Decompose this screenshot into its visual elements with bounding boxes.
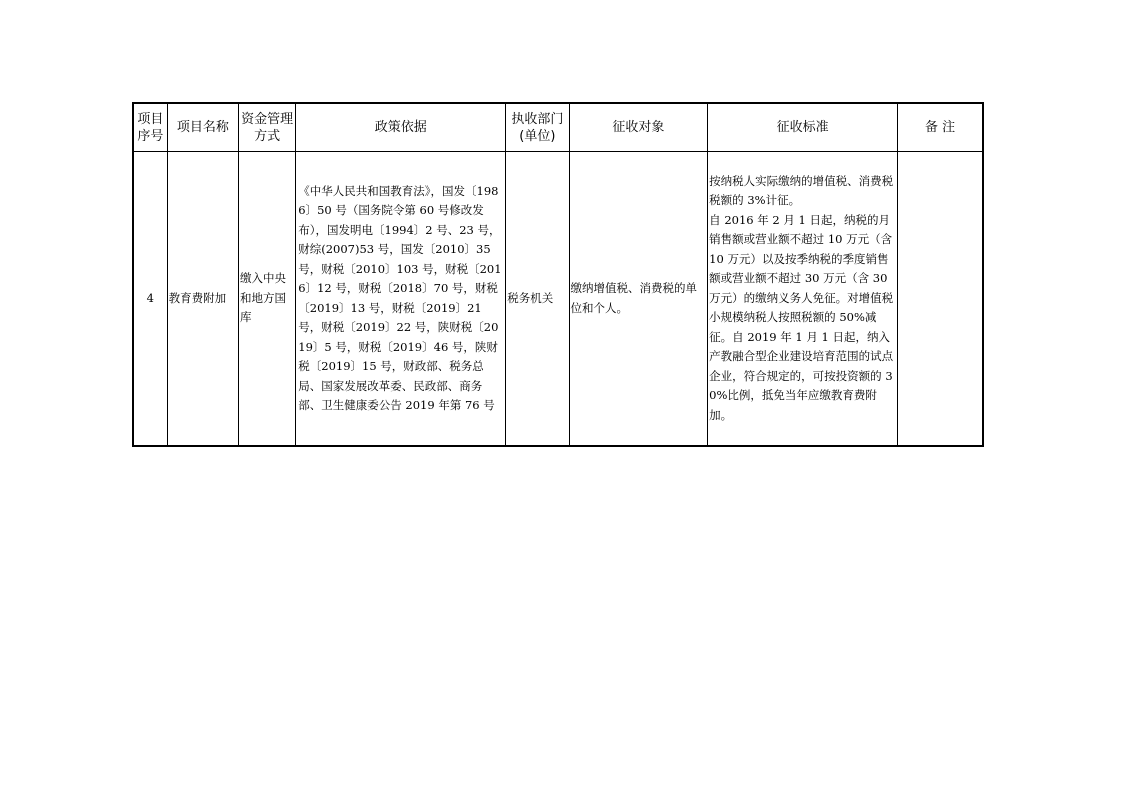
fee-table — [132, 102, 984, 447]
header-row — [133, 103, 983, 152]
cell-target: 缴纳增值税、消费税的单位和个人。 — [569, 152, 708, 447]
header-dept: 执收部门 (单位) — [506, 103, 569, 152]
cell-note — [898, 152, 983, 447]
cell-seq: 4 — [133, 152, 167, 447]
header-policy: 政策依据 — [296, 103, 506, 152]
header-fund-mgmt: 资金管理 方式 — [238, 103, 295, 152]
cell-fund-mgmt: 缴入中央和地方国库 — [238, 152, 295, 447]
cell-name: 教育费附加 — [167, 152, 238, 447]
cell-dept: 税务机关 — [506, 152, 569, 447]
header-target: 征收对象 — [569, 103, 708, 152]
header-name: 项目名称 — [167, 103, 238, 152]
cell-policy: 《中华人民共和国教育法》，国发〔1986〕50 号（国务院令第 60 号修改发布），国发明电〔1994〕2 号、23 号，财综(2007)53 号，国发〔2010〕35 号，财税〔2010〕103 号，财税〔2016〕12 号，财税〔2018〕70 号，财税〔2019〕13 号，财税〔2019〕21 号，财税〔2019〕22 号，陕财税〔2019〕5 号，财税〔2019〕46 号，陕财税〔2019〕15 号，财政部、税务总局、国家发展改革委、民政部、商务部、卫生健康委公告 2019 年第 76 号 — [296, 152, 506, 447]
table-row — [133, 152, 983, 447]
header-seq: 项目 序号 — [133, 103, 167, 152]
header-note: 备 注 — [898, 103, 983, 152]
cell-standard: 按纳税人实际缴纳的增值税、消费税税额的 3%计征。 自 2016 年 2 月 1 日起，纳税的月销售额或营业额不超过 10 万元（含 10 万元）以及按季纳税的季度销售额或营业额不超过 30 万元（含 30 万元）的缴纳义务人免征。对增值税小规模纳税人按照税额的 50%减征。自 2019 年 1 月 1 日起，纳入产教融合型企业建设培育范围的试点企业，符合规定的，可按投资额的 30%比例，抵免当年应缴教育费附加。 — [708, 152, 898, 447]
table-header — [133, 103, 983, 152]
header-standard: 征收标准 — [708, 103, 898, 152]
